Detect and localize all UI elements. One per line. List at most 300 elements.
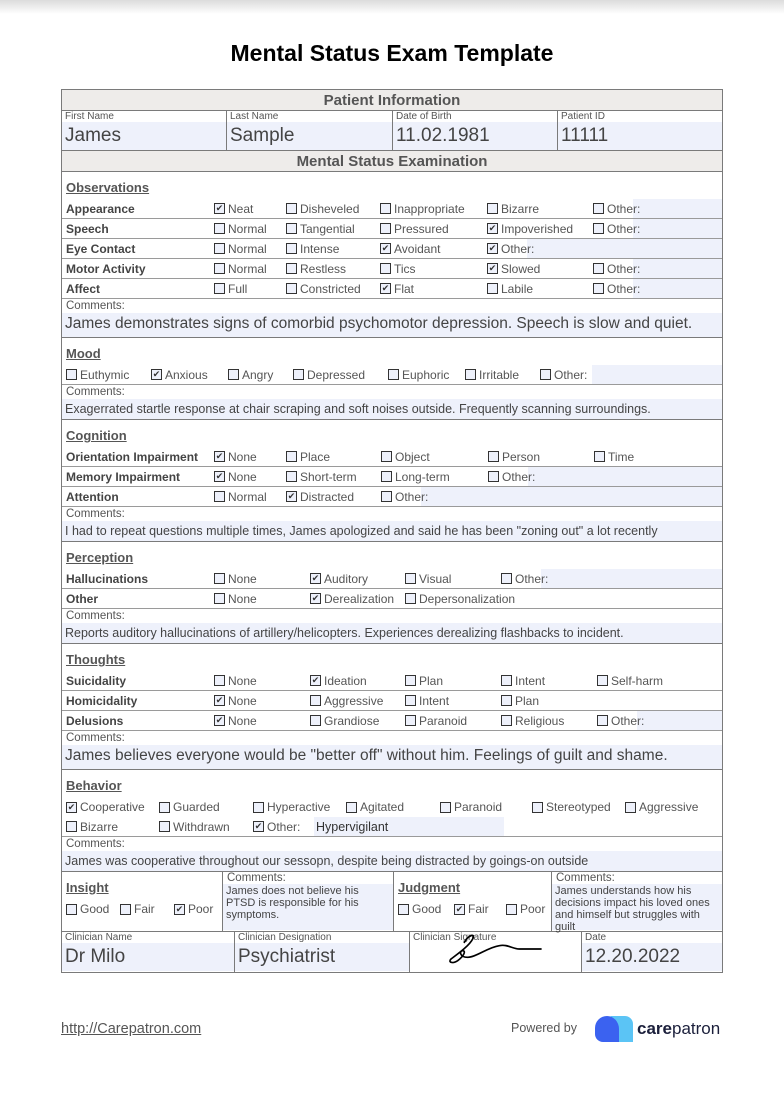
cognition-title: Cognition — [66, 428, 127, 443]
behavior-comments[interactable]: James was cooperative throughout our sessopn, despite being distracted by goings-on outside — [62, 851, 722, 871]
checkbox-unchecked[interactable] — [501, 675, 512, 686]
checkbox-unchecked[interactable] — [488, 471, 499, 482]
row-attention — [62, 487, 722, 507]
option-label: Normal — [228, 489, 267, 504]
checkbox-checked[interactable]: ✔ — [175, 903, 184, 914]
checkbox-unchecked[interactable] — [597, 715, 608, 726]
patient-info-header: Patient Information — [62, 90, 722, 111]
option-label: None — [228, 713, 257, 728]
option-religious[interactable] — [501, 714, 564, 728]
checkbox-unchecked[interactable] — [532, 802, 543, 813]
option-label: Long-term — [395, 469, 450, 484]
page-title: Mental Status Exam Template — [230, 40, 554, 66]
option-label: Ideation — [324, 673, 367, 688]
option-irritable[interactable] — [465, 368, 519, 382]
checkbox-unchecked[interactable] — [465, 369, 476, 380]
checkbox-unchecked[interactable] — [625, 802, 636, 813]
checkbox-checked[interactable]: ✔ — [488, 263, 497, 273]
option-plan[interactable] — [405, 674, 443, 688]
checkbox-unchecked[interactable] — [594, 451, 605, 462]
option-label: Distracted — [300, 489, 355, 504]
other-input[interactable] — [541, 569, 722, 588]
option-label: Full — [228, 281, 248, 296]
judgment-comments[interactable]: James understands how his decisions impact his loved ones and himself but struggles with guilt — [552, 884, 722, 930]
first-name-label: First Name — [65, 111, 114, 122]
option-slowed[interactable] — [487, 262, 540, 276]
behavior-section — [62, 770, 722, 872]
dob-field[interactable] — [393, 111, 558, 150]
option-intense[interactable] — [286, 242, 339, 256]
clinician-designation-value[interactable]: Psychiatrist — [235, 943, 409, 971]
option-none[interactable] — [214, 674, 257, 688]
option-bizarre[interactable] — [66, 820, 118, 834]
insight-comments[interactable]: James does not believe his PTSD is responsible for his symptoms. — [223, 884, 393, 930]
option-label: Paranoid — [419, 713, 468, 728]
patient-id-field[interactable] — [558, 111, 722, 150]
option-label: Neat — [228, 201, 254, 216]
option-label: Paranoid — [454, 800, 503, 814]
checkbox-unchecked[interactable] — [593, 203, 604, 214]
checkbox-unchecked[interactable] — [214, 263, 225, 274]
option-label: Labile — [501, 281, 534, 296]
date-field[interactable] — [582, 932, 722, 972]
option-none[interactable] — [214, 470, 257, 484]
option-guarded[interactable] — [159, 800, 220, 814]
checkbox-unchecked[interactable] — [380, 263, 391, 274]
row-suicidality — [62, 671, 722, 691]
option-auditory[interactable] — [310, 572, 368, 586]
checkbox-unchecked[interactable] — [286, 283, 297, 294]
checkbox-unchecked[interactable] — [380, 203, 391, 214]
option-label: Stereotyped — [546, 800, 611, 814]
checkbox-checked[interactable]: ✔ — [488, 243, 497, 253]
option-intent[interactable] — [501, 674, 545, 688]
checkbox-unchecked[interactable] — [488, 451, 499, 462]
row-label: Speech — [66, 221, 109, 236]
checkbox-unchecked[interactable] — [346, 802, 357, 813]
date-value[interactable]: 12.20.2022 — [582, 943, 722, 971]
carepatron-wordmark: carepatron — [637, 1019, 721, 1038]
clinician-name-label: Clinician Name — [65, 932, 133, 943]
checkbox-unchecked[interactable] — [501, 573, 512, 584]
mood-comments[interactable]: Exagerrated startle response at chair scraping and soft noises outside. Frequently scanning surroundings. — [62, 399, 722, 419]
checkbox-unchecked[interactable] — [405, 573, 416, 584]
checkbox-unchecked[interactable] — [159, 821, 170, 832]
insight-block — [62, 872, 223, 931]
top-shadow — [0, 0, 784, 14]
checkbox-unchecked[interactable] — [381, 491, 392, 502]
option-other[interactable] — [593, 282, 640, 296]
option-other[interactable] — [501, 572, 548, 586]
row-label: Eye Contact — [66, 241, 136, 256]
option-none[interactable] — [214, 572, 257, 586]
judgment-comments-block — [552, 872, 722, 931]
option-grandiose[interactable] — [310, 714, 379, 728]
option-label: Short-term — [300, 469, 357, 484]
checkbox-unchecked[interactable] — [66, 904, 77, 915]
other-input[interactable] — [637, 711, 722, 730]
row-label: Suicidality — [66, 673, 127, 688]
option-label: Intent — [419, 693, 450, 708]
checkbox-unchecked[interactable] — [405, 695, 416, 706]
checkbox-checked[interactable]: ✔ — [215, 203, 224, 213]
other-input[interactable] — [421, 487, 722, 506]
cognition-comments[interactable]: I had to repeat questions multiple times, James apologized and said he has been "zoning out" a lot recently — [62, 521, 722, 541]
clinician-designation-label: Clinician Designation — [238, 932, 332, 943]
last-name-label: Last Name — [230, 111, 279, 122]
option-paranoid[interactable] — [440, 800, 502, 814]
option-other[interactable] — [253, 820, 300, 834]
checkbox-unchecked[interactable] — [214, 593, 225, 604]
checkbox-checked[interactable]: ✔ — [381, 283, 390, 293]
option-label: Other: — [554, 367, 588, 382]
option-label: Avoidant — [394, 241, 441, 256]
checkbox-unchecked[interactable] — [593, 223, 604, 234]
option-good[interactable] — [66, 902, 109, 916]
option-label: Normal — [228, 221, 267, 236]
row-label: Orientation Impairment — [66, 449, 199, 464]
checkbox-checked[interactable]: ✔ — [215, 451, 224, 461]
option-label: Aggressive — [639, 800, 699, 814]
dob-value[interactable]: 11.02.1981 — [393, 122, 557, 150]
option-self-harm[interactable] — [597, 674, 663, 688]
checkbox-checked[interactable]: ✔ — [152, 369, 161, 379]
observations-title: Observations — [66, 180, 150, 195]
last-name-value[interactable]: Sample — [227, 122, 392, 150]
checkbox-checked[interactable]: ✔ — [215, 471, 224, 481]
option-cooperative[interactable] — [66, 800, 145, 814]
checkbox-unchecked[interactable] — [597, 675, 608, 686]
option-label: None — [228, 449, 257, 464]
option-label: Auditory — [324, 571, 369, 586]
option-neat[interactable] — [214, 202, 253, 216]
row-label: Motor Activity — [66, 261, 146, 276]
thoughts-comments[interactable]: James believes everyone would be "better off" without him. Feelings of guilt and shame. — [62, 745, 722, 769]
checkbox-unchecked[interactable] — [405, 593, 416, 604]
insight-comments-block — [223, 872, 394, 931]
checkbox-unchecked[interactable] — [214, 675, 225, 686]
option-label: Slowed — [501, 261, 541, 276]
option-label: Object — [395, 449, 430, 464]
other-input[interactable]: Hypervigilant — [314, 817, 504, 836]
cognition-comments-label: Comments: — [66, 508, 125, 520]
option-normal[interactable] — [214, 222, 267, 236]
row-orientation-impairment — [62, 447, 722, 467]
row-hallucinations — [62, 569, 722, 589]
checkbox-checked[interactable]: ✔ — [455, 903, 464, 914]
option-visual[interactable] — [405, 572, 451, 586]
checkbox-unchecked[interactable] — [286, 263, 297, 274]
other-input[interactable] — [633, 279, 722, 298]
checkbox-checked[interactable]: ✔ — [287, 491, 296, 501]
checkbox-unchecked[interactable] — [120, 904, 131, 915]
first-name-field[interactable] — [62, 111, 227, 150]
option-hyperactive[interactable] — [253, 800, 330, 814]
option-label: Other: — [502, 469, 536, 484]
cognition-section — [62, 420, 722, 542]
checkbox-checked[interactable]: ✔ — [215, 715, 224, 725]
checkbox-unchecked[interactable] — [228, 369, 239, 380]
checkbox-unchecked[interactable] — [214, 573, 225, 584]
patient-id-label: Patient ID — [561, 111, 605, 122]
option-withdrawn[interactable] — [159, 820, 230, 834]
checkbox-checked[interactable]: ✔ — [311, 573, 320, 583]
option-tangential[interactable] — [286, 222, 355, 236]
checkbox-unchecked[interactable] — [388, 369, 399, 380]
option-none[interactable] — [214, 592, 257, 606]
checkbox-unchecked[interactable] — [593, 263, 604, 274]
option-object[interactable] — [381, 450, 430, 464]
checkbox-checked[interactable]: ✔ — [381, 243, 390, 253]
option-other[interactable] — [487, 242, 534, 256]
option-label: Visual — [419, 571, 452, 586]
last-name-field[interactable] — [227, 111, 393, 150]
option-short-term[interactable] — [286, 470, 357, 484]
option-normal[interactable] — [214, 262, 267, 276]
behavior-title: Behavior — [66, 778, 122, 793]
insight-judgment-row — [62, 872, 722, 932]
option-label: Other: — [607, 281, 641, 296]
row-affect — [62, 279, 722, 299]
checkbox-unchecked[interactable] — [253, 802, 264, 813]
option-label: Angry — [242, 367, 274, 382]
checkbox-unchecked[interactable] — [286, 203, 297, 214]
perception-section — [62, 542, 722, 644]
checkbox-unchecked[interactable] — [286, 471, 297, 482]
option-constricted[interactable] — [286, 282, 361, 296]
patient-id-value[interactable]: 11111 — [558, 122, 722, 150]
perception-comments-label: Comments: — [66, 610, 125, 622]
option-label: Other: — [611, 713, 645, 728]
checkbox-unchecked[interactable] — [310, 695, 321, 706]
option-label: Tics — [394, 261, 416, 276]
option-poor[interactable] — [174, 902, 213, 916]
insight-title: Insight — [66, 880, 109, 895]
checkbox-unchecked[interactable] — [293, 369, 304, 380]
option-label: Plan — [515, 693, 540, 708]
checkbox-unchecked[interactable] — [501, 715, 512, 726]
judgment-block — [394, 872, 552, 931]
mood-comments-label: Comments: — [66, 386, 125, 398]
carepatron-link[interactable]: http://Carepatron.com — [61, 1021, 202, 1037]
option-none[interactable] — [214, 450, 257, 464]
option-other[interactable] — [381, 490, 428, 504]
option-impoverished[interactable] — [487, 222, 573, 236]
option-label: Other: — [607, 201, 641, 216]
checkbox-unchecked[interactable] — [214, 491, 225, 502]
option-depressed[interactable] — [293, 368, 365, 382]
option-restless[interactable] — [286, 262, 346, 276]
option-normal[interactable] — [214, 490, 267, 504]
option-time[interactable] — [594, 450, 634, 464]
other-input[interactable] — [527, 239, 722, 258]
checkbox-unchecked[interactable] — [487, 283, 498, 294]
other-input[interactable] — [592, 365, 722, 384]
row-appearance — [62, 199, 722, 219]
option-label: Plan — [419, 673, 444, 688]
option-label: Irritable — [479, 367, 520, 382]
dob-label: Date of Birth — [396, 111, 452, 122]
other-input[interactable] — [528, 467, 722, 486]
option-label: Poor — [520, 902, 546, 916]
option-label: Agitated — [360, 800, 405, 814]
option-label: Other: — [515, 571, 549, 586]
option-label: None — [228, 591, 257, 606]
checkbox-unchecked[interactable] — [286, 223, 297, 234]
checkbox-checked[interactable]: ✔ — [488, 223, 497, 233]
option-normal[interactable] — [214, 242, 267, 256]
option-inappropriate[interactable] — [380, 202, 465, 216]
checkbox-unchecked[interactable] — [214, 243, 225, 254]
option-label: Withdrawn — [173, 819, 230, 834]
option-label: Place — [300, 449, 331, 464]
option-label: Pressured — [394, 221, 449, 236]
mood-section — [62, 338, 722, 420]
checkbox-unchecked[interactable] — [506, 904, 517, 915]
option-full[interactable] — [214, 282, 247, 296]
option-depersonalization[interactable] — [405, 592, 515, 606]
option-intent[interactable] — [405, 694, 449, 708]
option-other[interactable] — [597, 714, 644, 728]
observations-comments[interactable]: James demonstrates signs of comorbid psychomotor depression. Speech is slow and quiet. — [62, 313, 722, 337]
option-other[interactable] — [540, 368, 587, 382]
option-flat[interactable] — [380, 282, 414, 296]
option-anxious[interactable] — [151, 368, 208, 382]
option-distracted[interactable] — [286, 490, 354, 504]
checkbox-unchecked[interactable] — [159, 802, 170, 813]
option-fair[interactable] — [120, 902, 155, 916]
checkbox-unchecked[interactable] — [214, 223, 225, 234]
option-label: Flat — [394, 281, 415, 296]
clinician-designation-field[interactable] — [235, 932, 410, 972]
option-tics[interactable] — [380, 262, 416, 276]
checkbox-unchecked[interactable] — [286, 243, 297, 254]
option-ideation[interactable] — [310, 674, 367, 688]
other-input[interactable] — [633, 219, 722, 238]
row-motor-activity — [62, 259, 722, 279]
option-label: Grandiose — [324, 713, 380, 728]
option-label: Cooperative — [80, 800, 145, 814]
option-label: Bizarre — [501, 201, 540, 216]
row-speech — [62, 219, 722, 239]
option-label: Depersonalization — [419, 591, 516, 606]
option-angry[interactable] — [228, 368, 273, 382]
option-other[interactable] — [593, 222, 640, 236]
option-other[interactable] — [488, 470, 535, 484]
option-place[interactable] — [286, 450, 330, 464]
carepatron-logo[interactable] — [595, 1016, 720, 1042]
option-plan[interactable] — [501, 694, 539, 708]
checkbox-unchecked[interactable] — [405, 715, 416, 726]
checkbox-checked[interactable]: ✔ — [311, 593, 320, 603]
row-label: Attention — [66, 489, 119, 504]
option-euthymic[interactable] — [66, 368, 129, 382]
option-label: None — [228, 469, 257, 484]
option-label: Self-harm — [611, 673, 664, 688]
thoughts-comments-label: Comments: — [66, 732, 125, 744]
option-fair[interactable] — [454, 902, 489, 916]
checkbox-unchecked[interactable] — [380, 223, 391, 234]
option-stereotyped[interactable] — [532, 800, 611, 814]
observations-comments-label: Comments: — [66, 300, 125, 312]
option-label: Normal — [228, 241, 267, 256]
option-label: Euphoric — [402, 367, 450, 382]
checkbox-unchecked[interactable] — [381, 471, 392, 482]
patient-info-row — [62, 111, 722, 151]
checkbox-unchecked[interactable] — [286, 451, 297, 462]
perception-comments[interactable]: Reports auditory hallucinations of artillery/helicopters. Experiences derealizing flashbacks to incident. — [62, 623, 722, 643]
checkbox-checked[interactable]: ✔ — [67, 801, 76, 812]
option-euphoric[interactable] — [388, 368, 449, 382]
option-aggressive[interactable] — [310, 694, 383, 708]
option-label: Anxious — [165, 367, 208, 382]
option-agitated[interactable] — [346, 800, 404, 814]
option-pressured[interactable] — [380, 222, 449, 236]
row-delusions — [62, 711, 722, 731]
option-label: Good — [80, 902, 110, 916]
option-other[interactable] — [593, 262, 640, 276]
option-avoidant[interactable] — [380, 242, 440, 256]
option-labile[interactable] — [487, 282, 533, 296]
clinician-name-field[interactable] — [62, 932, 235, 972]
option-other[interactable] — [593, 202, 640, 216]
option-aggressive[interactable] — [625, 800, 698, 814]
checkbox-unchecked[interactable] — [593, 283, 604, 294]
checkbox-unchecked[interactable] — [381, 451, 392, 462]
other-input[interactable] — [633, 259, 722, 278]
row-label: Appearance — [66, 201, 135, 216]
checkbox-unchecked[interactable] — [310, 715, 321, 726]
clinician-signature-field[interactable] — [410, 932, 582, 972]
checkbox-unchecked[interactable] — [66, 369, 77, 380]
checkbox-unchecked[interactable] — [405, 675, 416, 686]
checkbox-checked[interactable]: ✔ — [254, 821, 263, 831]
option-derealization[interactable] — [310, 592, 394, 606]
option-long-term[interactable] — [381, 470, 450, 484]
checkbox-checked[interactable]: ✔ — [215, 695, 224, 705]
option-none[interactable] — [214, 714, 257, 728]
checkbox-checked[interactable]: ✔ — [311, 675, 320, 685]
clinician-name-value[interactable]: Dr Milo — [62, 943, 234, 971]
option-label: Hyperactive — [267, 800, 331, 814]
checkbox-unchecked[interactable] — [66, 821, 77, 832]
option-bizarre[interactable] — [487, 202, 539, 216]
option-paranoid[interactable] — [405, 714, 467, 728]
mse-header: Mental Status Examination — [62, 151, 722, 172]
checkbox-unchecked[interactable] — [398, 904, 409, 915]
option-good[interactable] — [398, 902, 441, 916]
checkbox-unchecked[interactable] — [487, 203, 498, 214]
row-other — [62, 589, 722, 609]
checkbox-unchecked[interactable] — [501, 695, 512, 706]
option-label: Intense — [300, 241, 340, 256]
checkbox-unchecked[interactable] — [440, 802, 451, 813]
option-label: Fair — [134, 902, 155, 916]
option-none[interactable] — [214, 694, 257, 708]
option-label: Other: — [395, 489, 429, 504]
option-label: None — [228, 571, 257, 586]
other-input[interactable] — [633, 199, 722, 218]
first-name-value[interactable]: James — [62, 122, 226, 150]
signature-scribble — [410, 924, 582, 964]
option-poor[interactable] — [506, 902, 545, 916]
row-label: Affect — [66, 281, 101, 296]
option-person[interactable] — [488, 450, 540, 464]
option-label: Other: — [267, 819, 301, 834]
checkbox-unchecked[interactable] — [214, 283, 225, 294]
option-disheveled[interactable] — [286, 202, 359, 216]
checkbox-unchecked[interactable] — [540, 369, 551, 380]
